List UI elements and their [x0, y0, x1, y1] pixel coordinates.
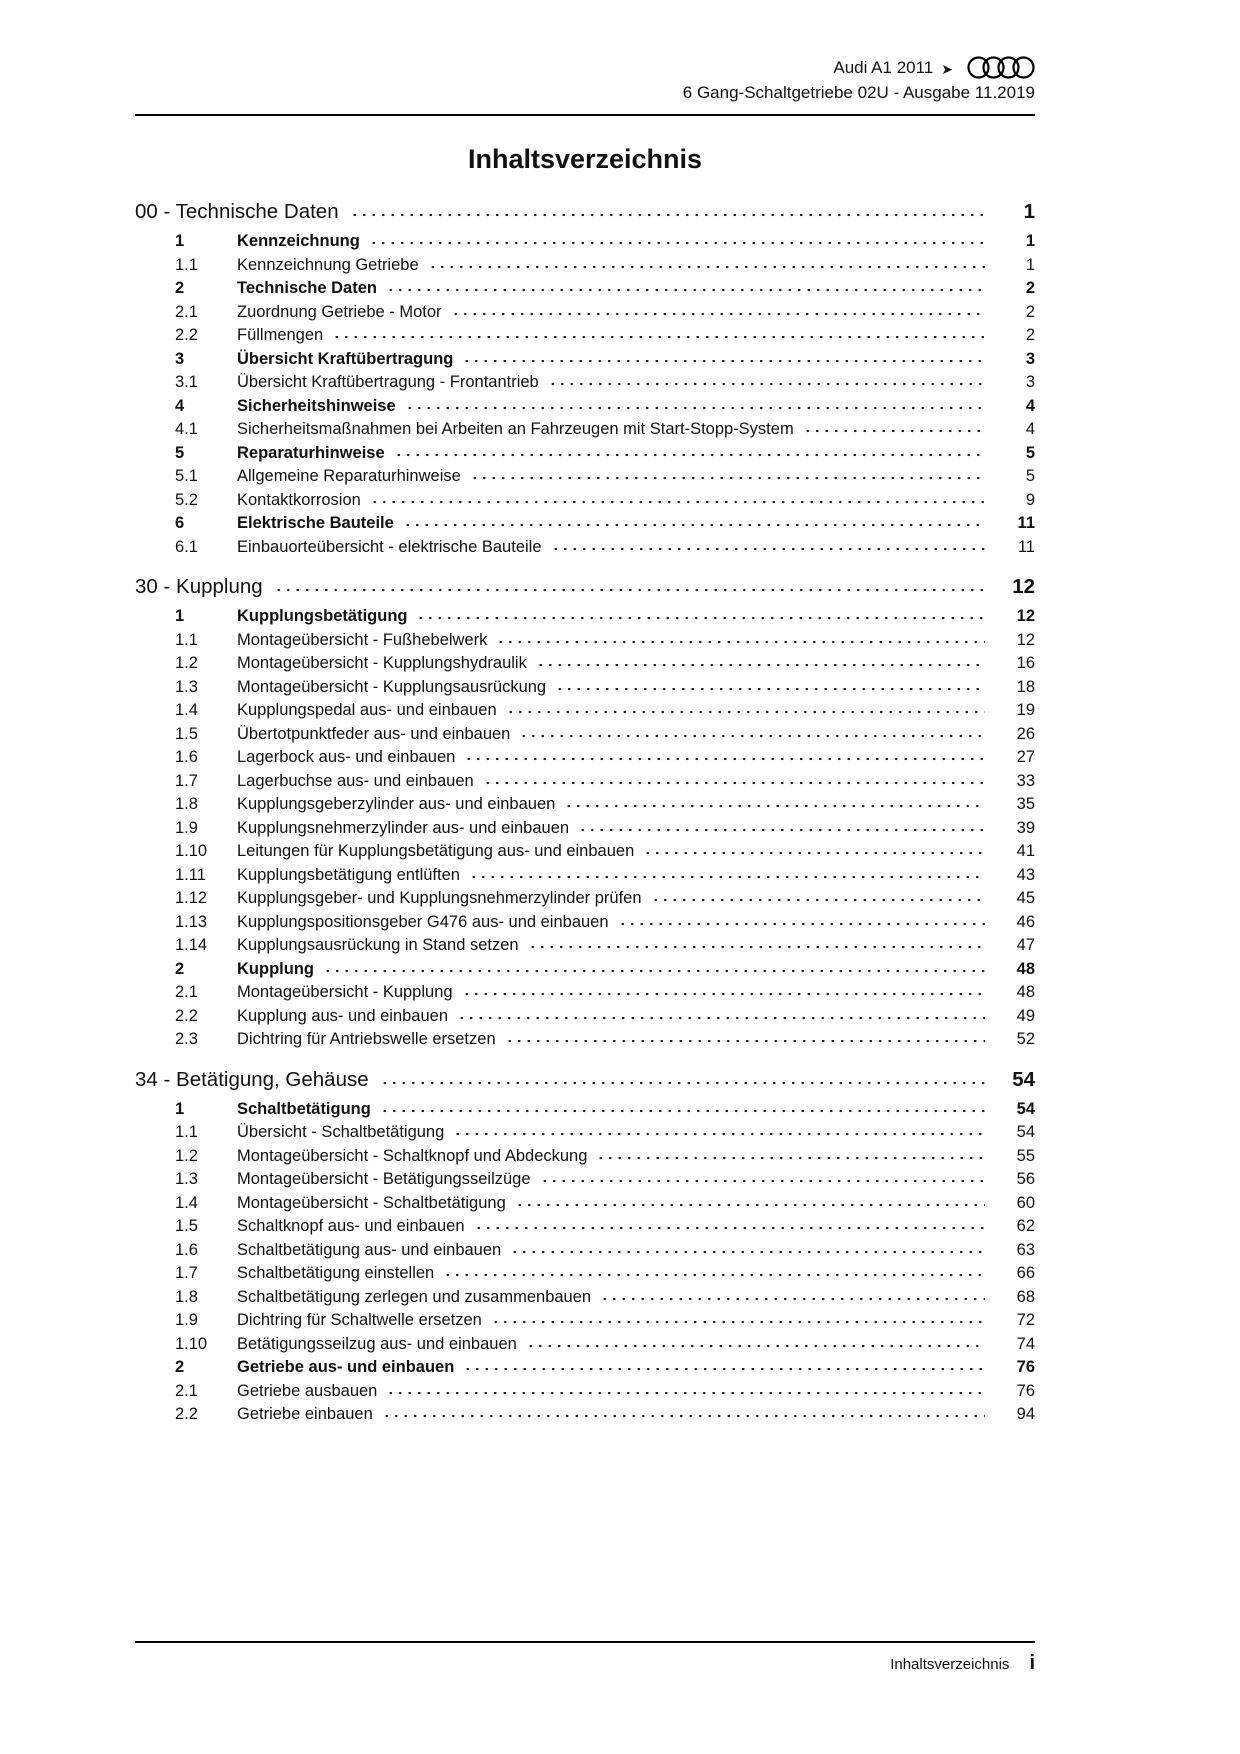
entry-number: 2.1: [175, 983, 198, 1001]
entry-page-number: 66: [1016, 1264, 1035, 1282]
entry-title: Montageübersicht - Kupplungsausrückung: [237, 677, 547, 696]
dot-leader: [496, 641, 985, 645]
dot-leader: [526, 1345, 985, 1349]
dot-leader: [443, 1274, 985, 1278]
section-entries: [135, 230, 1035, 559]
entry-title: Einbauorteübersicht - elektrische Bauteile: [237, 537, 542, 556]
entry-title: Schaltbetätigung aus- und einbauen: [237, 1240, 502, 1259]
entry-number: 1.10: [175, 842, 208, 860]
entry-title: Schaltbetätigung einstellen: [237, 1264, 435, 1282]
entry-number: 1.10: [175, 1334, 208, 1353]
toc-row: [135, 1215, 1035, 1239]
entry-title: Lagerbuchse aus- und einbauen: [237, 771, 474, 790]
toc-row: [135, 1121, 1035, 1145]
entry-number: 1.4: [175, 1193, 198, 1212]
entry-number: 1: [175, 607, 185, 625]
entry-number: 2: [175, 279, 185, 297]
entry-number: 1.2: [175, 1146, 198, 1165]
entry-page-number: 5: [1025, 443, 1035, 462]
toc-section: [135, 574, 1035, 1052]
toc-row: [135, 1380, 1035, 1404]
entry-number: 1.6: [175, 1240, 198, 1259]
entry-page-number: 56: [1016, 1170, 1035, 1188]
page-content: [135, 0, 1035, 1427]
entry-number: 2.2: [175, 1006, 198, 1025]
dot-leader: [463, 1368, 985, 1372]
entry-title: Dichtring für Antriebswelle ersetzen: [237, 1030, 496, 1048]
entry-title: Kennzeichnung Getriebe: [237, 255, 419, 274]
dot-leader: [596, 1157, 985, 1161]
entry-title: Kupplung: [237, 959, 314, 978]
entry-number: 1.7: [175, 1264, 198, 1282]
dot-leader: [464, 758, 985, 762]
entry-number: 1.7: [175, 771, 198, 790]
entry-page-number: 39: [1016, 818, 1035, 837]
entry-title: Allgemeine Reparaturhinweise: [237, 467, 461, 485]
entry-number: 6: [175, 514, 185, 532]
entry-title: Montageübersicht - Betätigungsseilzüge: [237, 1170, 531, 1188]
entry-title: Getriebe ausbauen: [237, 1381, 378, 1400]
entry-title: Zuordnung Getriebe - Motor: [237, 302, 442, 321]
entry-title: Kupplungspositionsgeber G476 aus- und einbauen: [237, 912, 609, 931]
toc-row: [135, 934, 1035, 958]
entry-title: Schaltbetätigung: [237, 1099, 371, 1118]
entry-page-number: 76: [1016, 1358, 1035, 1376]
entry-number: 5.2: [175, 490, 198, 509]
toc-row: [135, 746, 1035, 770]
entry-number: 1.3: [175, 677, 198, 696]
entry-page-number: 2: [1025, 302, 1035, 321]
dot-leader: [564, 805, 985, 809]
toc-row: [135, 536, 1035, 560]
dot-leader: [323, 970, 985, 974]
dot-leader: [470, 477, 985, 481]
chapter-page-number: 12: [1012, 575, 1035, 598]
entry-number: 1.5: [175, 724, 198, 743]
entry-number: 2: [175, 959, 185, 978]
dot-leader: [551, 548, 985, 552]
toc-chapter-row: [135, 1067, 1035, 1093]
toc-row: [135, 1028, 1035, 1052]
dot-leader: [555, 688, 985, 692]
entry-page-number: 47: [1016, 936, 1035, 954]
toc-row: [135, 605, 1035, 629]
entry-page-number: 11: [1017, 537, 1035, 556]
model-name: Audi A1 2011: [833, 57, 934, 77]
entry-page-number: 3: [1025, 373, 1035, 391]
entry-page-number: 94: [1016, 1405, 1035, 1423]
dot-leader: [540, 1180, 985, 1184]
entry-title: Kupplungsausrückung in Stand setzen: [237, 936, 519, 954]
dot-leader: [394, 454, 985, 458]
entry-number: 2.1: [175, 1381, 198, 1400]
dot-leader: [510, 1251, 985, 1255]
toc-row: [135, 418, 1035, 442]
dot-leader: [451, 313, 985, 317]
toc-row: [135, 277, 1035, 301]
entry-title: Dichtring für Schaltwelle ersetzen: [237, 1311, 482, 1329]
entry-number: 1.1: [175, 630, 198, 649]
toc-chapter-row: [135, 574, 1035, 600]
toc-row: [135, 676, 1035, 700]
dot-leader: [403, 524, 985, 528]
dot-leader: [405, 407, 985, 411]
entry-number: 1.4: [175, 701, 198, 719]
dot-leader: [803, 430, 985, 434]
entry-title: Kupplungsbetätigung entlüften: [237, 865, 460, 884]
toc-row: [135, 629, 1035, 653]
entry-number: 1.9: [175, 1311, 198, 1329]
toc-row: [135, 699, 1035, 723]
entry-number: 1.8: [175, 795, 198, 813]
entry-page-number: 35: [1016, 795, 1035, 813]
entry-page-number: 1: [1025, 232, 1035, 250]
entry-page-number: 52: [1016, 1030, 1035, 1048]
entry-title: Kontaktkorrosion: [237, 490, 361, 509]
entry-title: Füllmengen: [237, 326, 324, 344]
entry-page-number: 27: [1016, 748, 1035, 766]
entry-number: 2: [175, 1358, 185, 1376]
dot-leader: [416, 617, 985, 621]
dot-leader: [515, 1204, 985, 1208]
entry-title: Montageübersicht - Kupplungshydraulik: [237, 654, 527, 672]
entry-page-number: 11: [1017, 514, 1035, 532]
toc-row: [135, 489, 1035, 513]
dot-leader: [428, 266, 985, 270]
entry-number: 1.1: [175, 255, 198, 274]
toc-row: [135, 1262, 1035, 1286]
dot-leader: [536, 664, 985, 668]
dot-leader: [618, 923, 985, 927]
entry-title: Betätigungsseilzug aus- und einbauen: [237, 1334, 517, 1353]
entry-page-number: 72: [1016, 1311, 1035, 1329]
entry-title: Kupplungspedal aus- und einbauen: [237, 701, 497, 719]
chapter-page-number: 1: [1023, 200, 1035, 223]
entry-page-number: 18: [1016, 677, 1035, 696]
dot-leader: [519, 735, 985, 739]
entry-number: 5: [175, 443, 185, 462]
page-header: [135, 0, 1035, 116]
entry-page-number: 49: [1016, 1006, 1035, 1025]
dot-leader: [386, 1392, 985, 1396]
entry-title: Sicherheitsmaßnahmen bei Arbeiten an Fahrzeugen mit Start-Stopp-System: [237, 420, 794, 438]
toc-row: [135, 981, 1035, 1005]
entry-number: 5.1: [175, 467, 198, 485]
entry-page-number: 62: [1016, 1217, 1035, 1235]
entry-title: Getriebe aus- und einbauen: [237, 1358, 455, 1376]
entry-title: Übertotpunktfeder aus- und einbauen: [237, 724, 511, 743]
entry-number: 1.6: [175, 748, 198, 766]
toc-row: [135, 1168, 1035, 1192]
entry-page-number: 33: [1016, 771, 1035, 790]
entry-title: Übersicht Kraftübertragung - Frontantrieb: [237, 373, 539, 391]
entry-title: Kupplungsbetätigung: [237, 607, 408, 625]
dot-leader: [578, 829, 985, 833]
entry-title: Sicherheitshinweise: [237, 396, 396, 415]
toc-row: [135, 723, 1035, 747]
dot-leader: [600, 1298, 985, 1302]
toc-row: [135, 348, 1035, 372]
entry-page-number: 12: [1016, 630, 1035, 649]
dot-leader: [505, 1040, 985, 1044]
entry-page-number: 54: [1016, 1099, 1035, 1118]
entry-number: 1.14: [175, 936, 208, 954]
entry-page-number: 5: [1025, 467, 1035, 485]
toc-row: [135, 1192, 1035, 1216]
entry-number: 1: [175, 1099, 185, 1118]
toc-section: [135, 199, 1035, 559]
toc-row: [135, 324, 1035, 348]
section-entries: [135, 1098, 1035, 1427]
dot-leader: [350, 214, 985, 218]
toc-row: [135, 958, 1035, 982]
entry-page-number: 55: [1016, 1146, 1035, 1165]
entry-number: 1.12: [175, 889, 208, 907]
toc-row: [135, 1356, 1035, 1380]
entry-title: Schaltknopf aus- und einbauen: [237, 1217, 465, 1235]
entry-title: Kennzeichnung: [237, 232, 360, 250]
chapter-page-number: 54: [1012, 1067, 1035, 1091]
entry-title: Getriebe einbauen: [237, 1405, 373, 1423]
toc-row: [135, 652, 1035, 676]
entry-title: Montageübersicht - Kupplung: [237, 983, 453, 1001]
toc-row: [135, 1098, 1035, 1122]
entry-number: 1.1: [175, 1123, 198, 1141]
dot-leader: [548, 383, 985, 387]
toc-row: [135, 770, 1035, 794]
dot-leader: [474, 1227, 985, 1231]
toc-row: [135, 1005, 1035, 1029]
entry-title: Kupplungsgeberzylinder aus- und einbauen: [237, 795, 556, 813]
entry-title: Übersicht Kraftübertragung: [237, 349, 454, 368]
entry-title: Reparaturhinweise: [237, 443, 385, 462]
entry-number: 1.5: [175, 1217, 198, 1235]
entry-title: Übersicht - Schaltbetätigung: [237, 1123, 445, 1141]
entry-page-number: 41: [1016, 842, 1035, 860]
toc-row: [135, 1333, 1035, 1357]
entry-page-number: 63: [1016, 1240, 1035, 1259]
section-entries: [135, 605, 1035, 1052]
toc-row: [135, 1286, 1035, 1310]
entry-number: 3.1: [175, 373, 198, 391]
toc-row: [135, 911, 1035, 935]
entry-page-number: 43: [1016, 865, 1035, 884]
entry-number: 1.3: [175, 1170, 198, 1188]
toc-row: [135, 230, 1035, 254]
footer-label: Inhaltsverzeichnis: [890, 1656, 1010, 1673]
entry-page-number: 76: [1016, 1381, 1035, 1400]
entry-title: Lagerbock aus- und einbauen: [237, 748, 456, 766]
entry-title: Kupplungsgeber- und Kupplungsnehmerzylinder prüfen: [237, 889, 642, 907]
dot-leader: [274, 589, 985, 593]
entry-title: Elektrische Bauteile: [237, 514, 394, 532]
dot-leader: [453, 1133, 985, 1137]
toc-row: [135, 1239, 1035, 1263]
toc-row: [135, 864, 1035, 888]
dot-leader: [382, 1415, 985, 1419]
page-title: Inhaltsverzeichnis: [467, 144, 703, 174]
header-subtitle: 6 Gang-Schaltgetriebe 02U - Ausgabe 11.2019: [682, 83, 1035, 102]
dot-leader: [386, 289, 985, 293]
dot-leader: [380, 1082, 985, 1086]
forward-arrow-icon: ➤: [941, 60, 953, 77]
chapter-title: 34 - Betätigung, Gehäuse: [135, 1067, 369, 1091]
toc-row: [135, 395, 1035, 419]
dot-leader: [483, 782, 985, 786]
entry-page-number: 2: [1025, 326, 1035, 344]
dot-leader: [643, 852, 985, 856]
toc-row: [135, 371, 1035, 395]
entry-number: 2.2: [175, 326, 198, 344]
entry-page-number: 1: [1025, 255, 1035, 274]
entry-title: Leitungen für Kupplungsbetätigung aus- und einbauen: [237, 842, 635, 860]
entry-page-number: 46: [1016, 912, 1035, 931]
entry-number: 2.2: [175, 1405, 198, 1423]
entry-title: Montageübersicht - Schaltbetätigung: [237, 1193, 506, 1212]
toc-chapter-row: [135, 199, 1035, 225]
chapter-title: 30 - Kupplung: [135, 575, 263, 598]
footer-page-number: i: [1029, 1652, 1035, 1674]
entry-number: 1.11: [175, 865, 206, 884]
dot-leader: [332, 336, 985, 340]
toc-row: [135, 840, 1035, 864]
toc-row: [135, 301, 1035, 325]
entry-number: 2.1: [175, 302, 198, 321]
entry-title: Montageübersicht - Fußhebelwerk: [237, 630, 488, 649]
toc-row: [135, 1403, 1035, 1427]
toc-row: [135, 1309, 1035, 1333]
entry-number: 1.9: [175, 818, 198, 837]
entry-number: 4: [175, 396, 185, 415]
toc-row: [135, 1145, 1035, 1169]
toc-row: [135, 887, 1035, 911]
toc-row: [135, 465, 1035, 489]
toc-row: [135, 512, 1035, 536]
entry-number: 6.1: [175, 537, 198, 556]
entry-page-number: 9: [1025, 490, 1035, 509]
entry-page-number: 60: [1016, 1193, 1035, 1212]
toc-row: [135, 442, 1035, 466]
entry-title: Technische Daten: [237, 279, 377, 297]
toc: [135, 199, 1035, 1427]
entry-number: 2.3: [175, 1030, 198, 1048]
entry-page-number: 45: [1016, 889, 1035, 907]
toc-row: [135, 817, 1035, 841]
dot-leader: [491, 1321, 985, 1325]
entry-page-number: 4: [1025, 420, 1035, 438]
dot-leader: [369, 242, 985, 246]
dot-leader: [651, 899, 985, 903]
entry-title: Schaltbetätigung zerlegen und zusammenbauen: [237, 1287, 592, 1306]
chapter-title: 00 - Technische Daten: [135, 200, 339, 223]
entry-page-number: 48: [1016, 959, 1035, 978]
entry-page-number: 26: [1016, 724, 1035, 743]
toc-row: [135, 254, 1035, 278]
entry-number: 1.13: [175, 912, 208, 931]
entry-title: Kupplungsnehmerzylinder aus- und einbauen: [237, 818, 570, 837]
page-footer: [135, 1641, 1035, 1675]
toc-row: [135, 793, 1035, 817]
dot-leader: [462, 993, 985, 997]
dot-leader: [457, 1017, 985, 1021]
entry-page-number: 19: [1016, 701, 1035, 719]
dot-leader: [506, 711, 985, 715]
dot-leader: [469, 876, 985, 880]
dot-leader: [528, 946, 985, 950]
entry-title: Kupplung aus- und einbauen: [237, 1006, 449, 1025]
entry-number: 1: [175, 232, 185, 250]
entry-page-number: 54: [1016, 1123, 1035, 1141]
entry-page-number: 74: [1016, 1334, 1035, 1353]
audi-rings-logo: [967, 56, 1035, 79]
entry-number: 3: [175, 349, 185, 368]
entry-page-number: 4: [1025, 396, 1035, 415]
dot-leader: [380, 1110, 985, 1114]
entry-title: Montageübersicht - Schaltknopf und Abdeckung: [237, 1146, 588, 1165]
entry-page-number: 2: [1025, 279, 1035, 297]
entry-page-number: 68: [1016, 1287, 1035, 1306]
entry-number: 1.2: [175, 654, 198, 672]
dot-leader: [462, 360, 985, 364]
entry-page-number: 3: [1025, 349, 1035, 368]
toc-section: [135, 1067, 1035, 1427]
entry-page-number: 12: [1016, 607, 1035, 625]
entry-page-number: 48: [1016, 983, 1035, 1001]
header-model-line: [135, 56, 1035, 79]
entry-page-number: 16: [1016, 654, 1035, 672]
dot-leader: [370, 501, 985, 505]
entry-number: 4.1: [175, 420, 198, 438]
entry-number: 1.8: [175, 1287, 198, 1306]
